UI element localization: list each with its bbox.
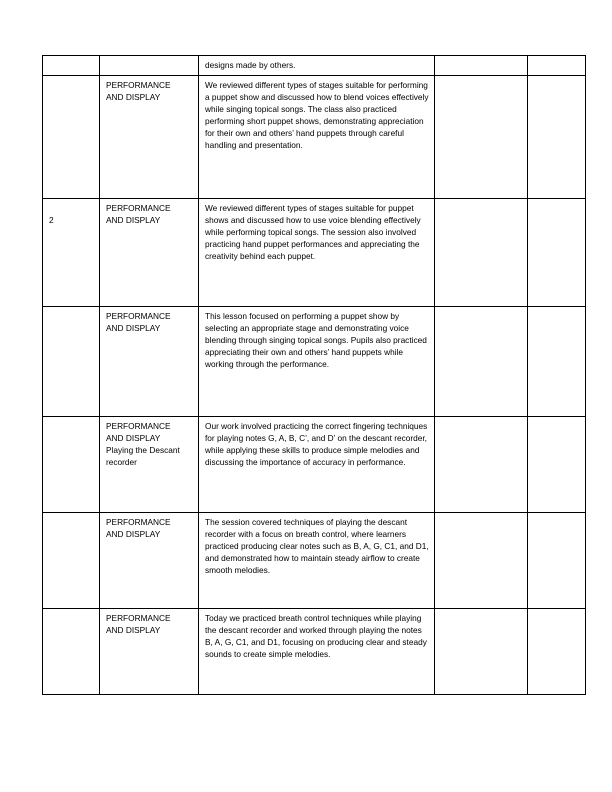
strand-cell (100, 56, 199, 76)
empty-cell (435, 76, 528, 199)
empty-cell (435, 56, 528, 76)
strand-line: PERFORMANCE (106, 613, 171, 623)
week-cell (43, 76, 100, 199)
strand-line: AND DISPLAY (106, 92, 161, 102)
description-cell: designs made by others. (199, 56, 435, 76)
table-row (43, 417, 586, 513)
empty-cell (435, 199, 528, 307)
table-row (43, 56, 586, 76)
empty-cell (528, 56, 586, 76)
empty-cell (435, 307, 528, 417)
empty-cell (528, 307, 586, 417)
strand-cell (100, 417, 199, 513)
strand-line: AND DISPLAY (106, 625, 161, 635)
empty-cell (528, 417, 586, 513)
description-cell: Our work involved practicing the correct fingering techniques for playing notes G, A, B, C’, and D’ on the descant recorder, while applying these skills to produce simple melodies and discussing the importance of accuracy in performance. (199, 417, 435, 513)
week-cell (43, 513, 100, 609)
week-cell: 2 (43, 199, 100, 307)
strand-line: AND DISPLAY (106, 529, 161, 539)
strand-cell (100, 76, 199, 199)
strand-line: PERFORMANCE (106, 203, 171, 213)
week-cell (43, 56, 100, 76)
strand-cell (100, 199, 199, 307)
description-cell: The session covered techniques of playing the descant recorder with a focus on breath control, where learners practiced producing clear notes such as B, A, G, C1, and D1, and demonstrated how to maintain steady airflow to create smooth melodies. (199, 513, 435, 609)
description-cell: We reviewed different types of stages suitable for puppet shows and discussed how to use voice blending effectively while performing topical songs. The session also involved practicing hand puppet performances and appreciating the creativity behind each puppet. (199, 199, 435, 307)
strand-line: PERFORMANCE (106, 517, 171, 527)
table-row (43, 307, 586, 417)
empty-cell (435, 417, 528, 513)
description-cell: This lesson focused on performing a puppet show by selecting an appropriate stage and demonstrating voice blending through singing topical songs. Pupils also practiced appreciating their own and others’ hand puppets while working through the performance. (199, 307, 435, 417)
table-row (43, 513, 586, 609)
strand-line: AND DISPLAY (106, 433, 161, 443)
empty-cell (528, 76, 586, 199)
strand-line: PERFORMANCE (106, 421, 171, 431)
empty-cell (528, 199, 586, 307)
description-cell: We reviewed different types of stages suitable for performing a puppet show and discussed how to blend voices effectively while singing topical songs. The class also practiced performing short puppet shows, demonstrating appreciation for their own and others’ hand puppets through careful handling and presentation. (199, 76, 435, 199)
empty-cell (528, 609, 586, 695)
description-cell: Today we practiced breath control techniques while playing the descant recorder and worked through playing the notes B, A, G, C1, and D1, focusing on producing clear and steady sounds to create simple melodies. (199, 609, 435, 695)
week-cell (43, 417, 100, 513)
table-row (43, 76, 586, 199)
table-row (43, 609, 586, 695)
table-row (43, 199, 586, 307)
week-cell (43, 609, 100, 695)
strand-cell (100, 609, 199, 695)
strand-cell (100, 513, 199, 609)
strand-line: AND DISPLAY (106, 215, 161, 225)
empty-cell (435, 513, 528, 609)
week-cell (43, 307, 100, 417)
strand-line: PERFORMANCE (106, 80, 171, 90)
strand-line: AND DISPLAY (106, 323, 161, 333)
strand-line: recorder (106, 457, 137, 467)
strand-line: PERFORMANCE (106, 311, 171, 321)
empty-cell (528, 513, 586, 609)
strand-cell (100, 307, 199, 417)
strand-line: Playing the Descant (106, 445, 180, 455)
empty-cell (435, 609, 528, 695)
lesson-notes-table (42, 55, 586, 695)
